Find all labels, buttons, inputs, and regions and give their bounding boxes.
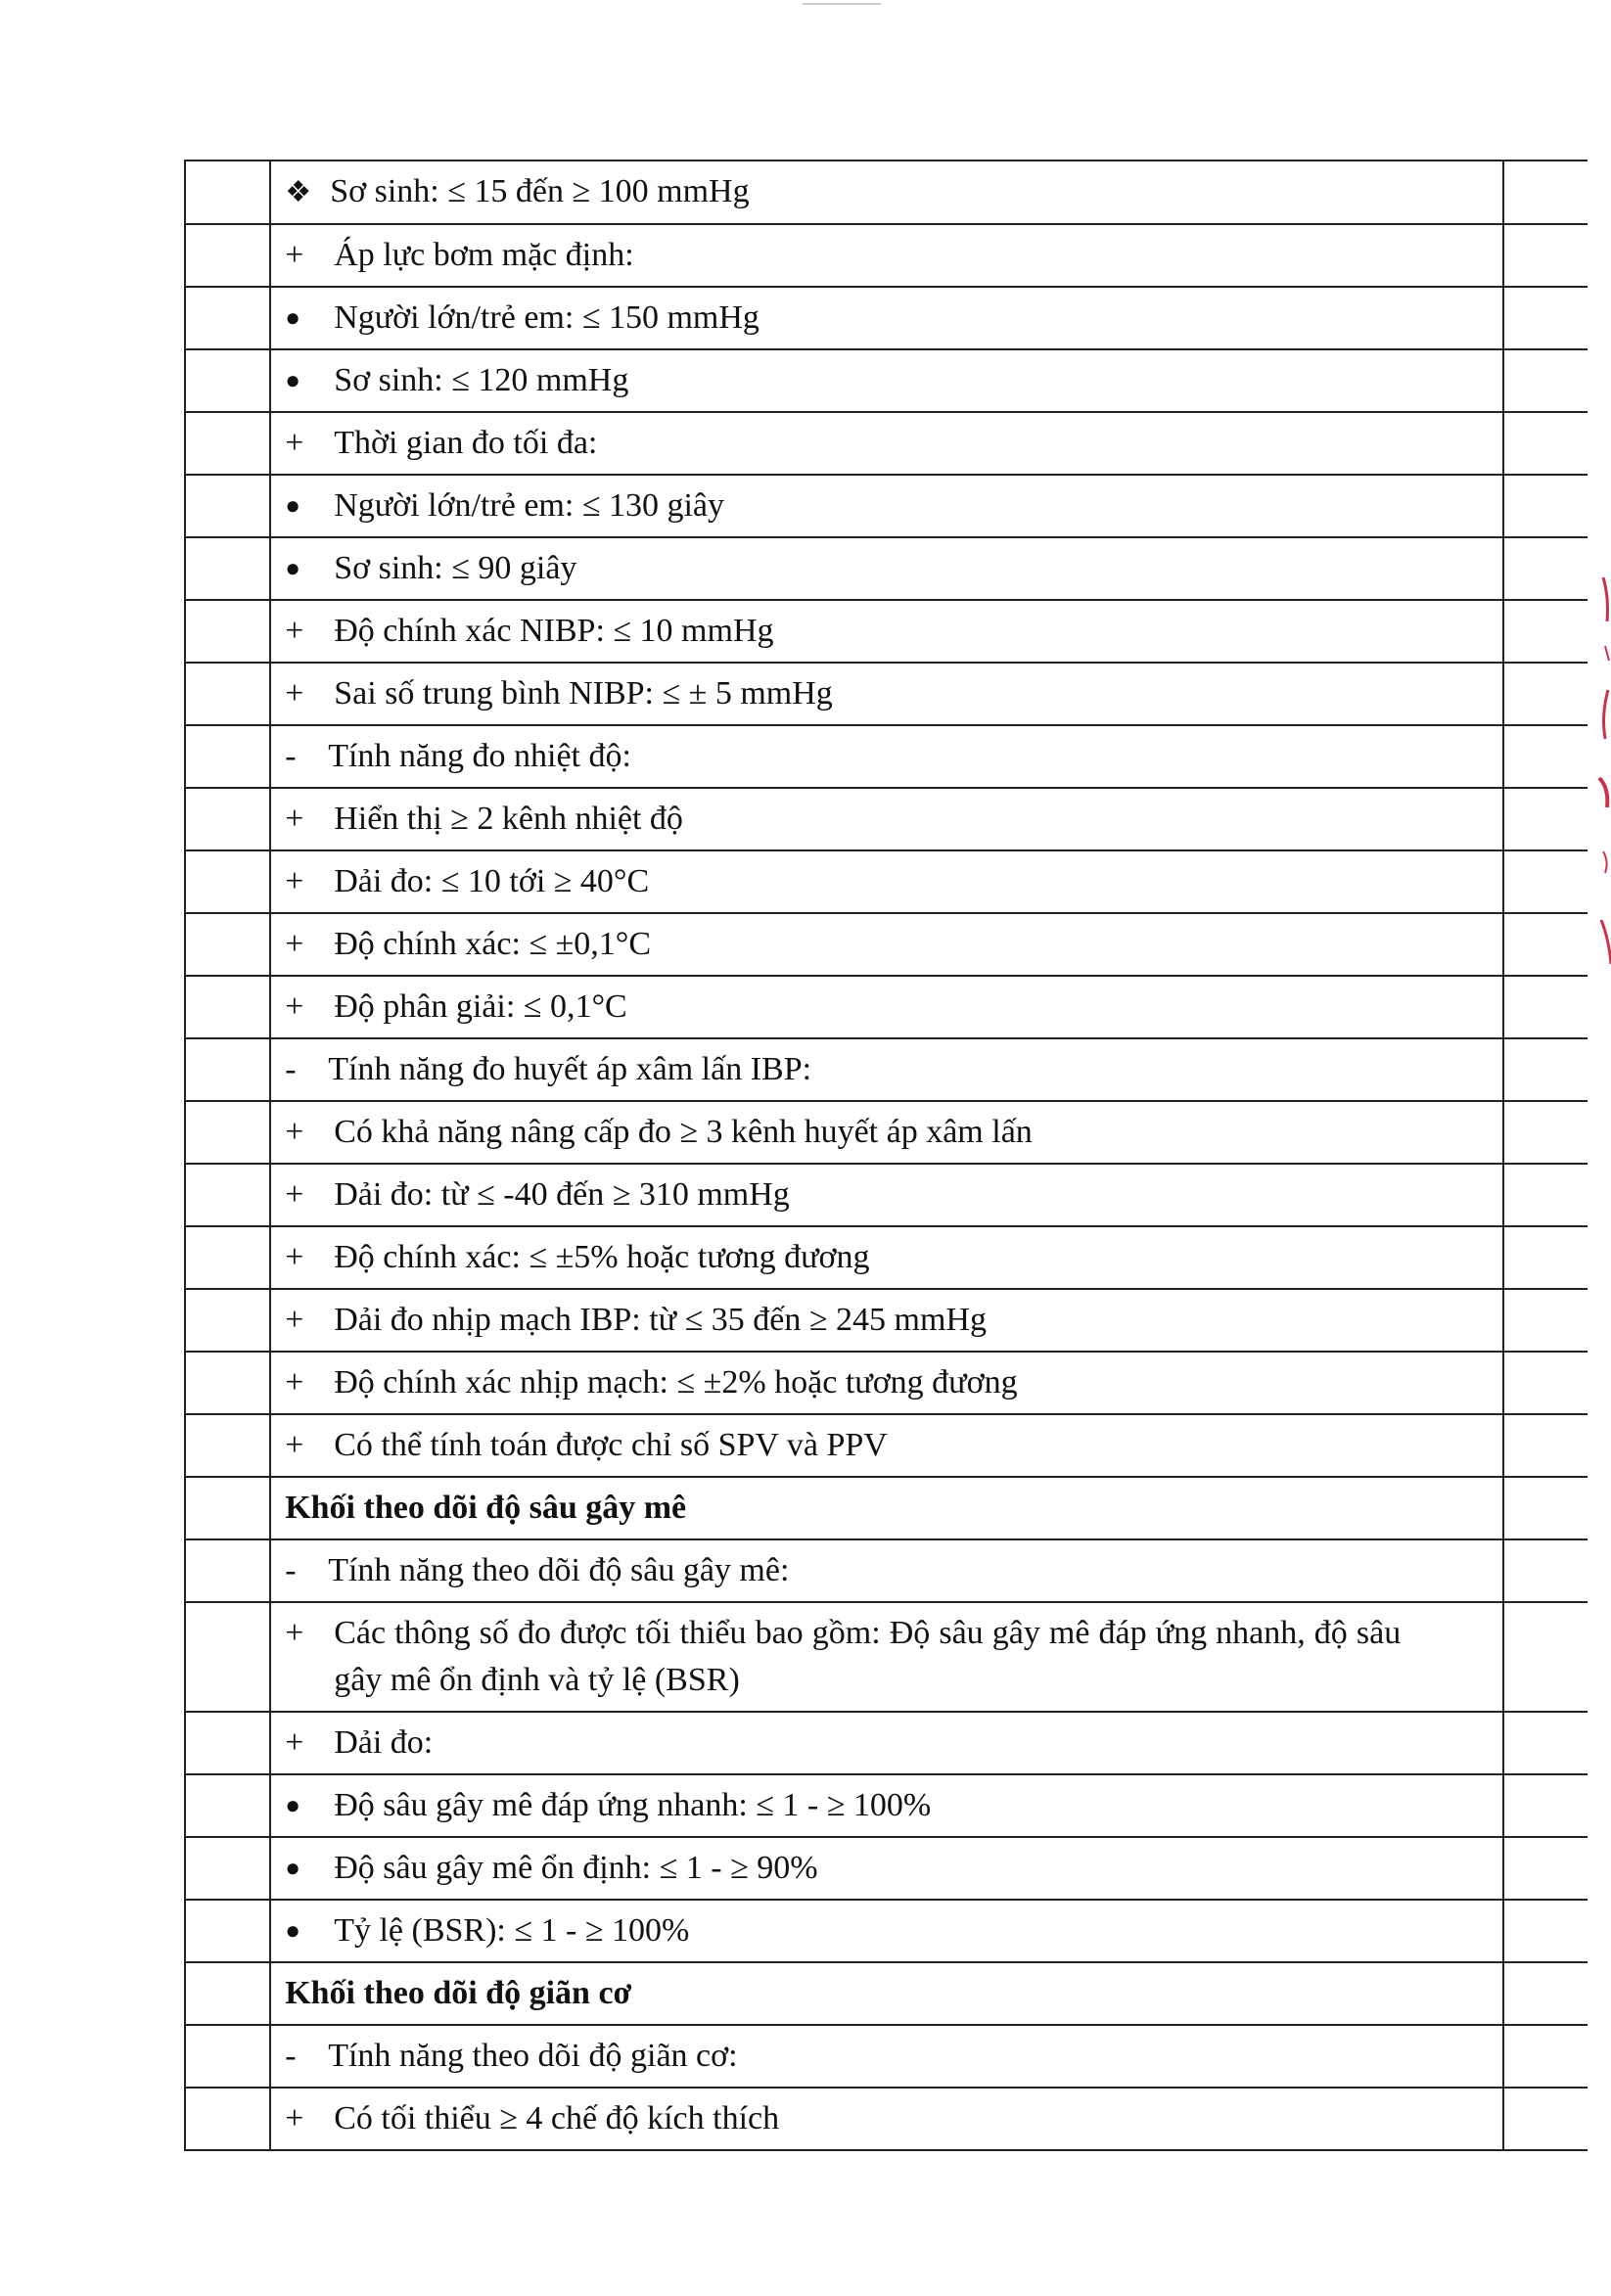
notes-cell xyxy=(1503,412,1588,475)
notes-cell xyxy=(1503,1289,1588,1352)
notes-cell xyxy=(1503,224,1588,287)
spec-text: Dải đo: từ ≤ -40 đến ≥ 310 mmHg xyxy=(334,1176,790,1213)
dash-marker: - xyxy=(285,738,297,774)
notes-cell xyxy=(1503,475,1588,537)
table-row xyxy=(185,1038,1588,1101)
spec-text: Dải đo: ≤ 10 tới ≥ 40°C xyxy=(334,863,650,899)
table-row xyxy=(185,1774,1588,1837)
table-row xyxy=(185,1837,1588,1900)
spec-text-cell xyxy=(270,788,1503,850)
row-number-cell xyxy=(185,1900,270,1962)
plus-marker: + xyxy=(285,801,304,837)
row-number-cell xyxy=(185,1414,270,1477)
spec-text-cell xyxy=(270,161,1503,224)
notes-cell xyxy=(1503,663,1588,725)
notes-cell xyxy=(1503,1712,1588,1774)
spec-text-cell xyxy=(270,1352,1503,1414)
spec-text: Có thể tính toán được chỉ số SPV và PPV xyxy=(334,1427,888,1463)
row-number-cell xyxy=(185,1352,270,1414)
spec-text-cell xyxy=(270,850,1503,913)
spec-text: Dải đo nhịp mạch IBP: từ ≤ 35 đến ≥ 245 mmHg xyxy=(334,1302,987,1338)
row-number-cell xyxy=(185,1038,270,1101)
plus-marker: + xyxy=(285,613,304,649)
notes-cell xyxy=(1503,2088,1588,2150)
notes-cell xyxy=(1503,600,1588,663)
table-row xyxy=(185,1226,1588,1289)
spec-text: Độ phân giải: ≤ 0,1°C xyxy=(334,988,627,1025)
spec-text: Khối theo dõi độ sâu gây mê xyxy=(285,1490,687,1526)
row-number-cell xyxy=(185,1226,270,1289)
spec-text-cell xyxy=(270,1962,1503,2025)
row-number-cell xyxy=(185,2088,270,2150)
notes-cell xyxy=(1503,2025,1588,2088)
spec-text-cell xyxy=(270,1038,1503,1101)
table-row xyxy=(185,725,1588,788)
notes-cell xyxy=(1503,788,1588,850)
plus-marker: + xyxy=(285,1114,304,1150)
spec-text-cell xyxy=(270,1101,1503,1164)
spec-text-cell xyxy=(270,1539,1503,1602)
notes-cell xyxy=(1503,1101,1588,1164)
spec-text-cell xyxy=(270,663,1503,725)
spec-text-cell xyxy=(270,976,1503,1038)
notes-cell xyxy=(1503,1837,1588,1900)
table-row xyxy=(185,161,1588,224)
spec-text: Sai số trung bình NIBP: ≤ ± 5 mmHg xyxy=(334,675,833,712)
spec-text-cell xyxy=(270,1837,1503,1900)
bullet-marker: ● xyxy=(285,1791,300,1819)
specification-table xyxy=(184,160,1588,2151)
spec-text: Áp lực bơm mặc định: xyxy=(334,237,634,273)
notes-cell xyxy=(1503,725,1588,788)
table-row xyxy=(185,349,1588,412)
spec-text-cell xyxy=(270,1164,1503,1226)
table-row xyxy=(185,850,1588,913)
spec-text-cell xyxy=(270,537,1503,600)
spec-text: Có tối thiểu ≥ 4 chế độ kích thích xyxy=(334,2100,780,2136)
row-number-cell xyxy=(185,600,270,663)
table-row xyxy=(185,600,1588,663)
row-number-cell xyxy=(185,1962,270,2025)
plus-marker: + xyxy=(285,1364,304,1401)
plus-marker: + xyxy=(285,675,304,712)
row-number-cell xyxy=(185,349,270,412)
plus-marker: + xyxy=(285,425,304,461)
spec-text: Tính năng theo dõi độ giãn cơ: xyxy=(328,2038,738,2074)
plus-marker: + xyxy=(285,1427,304,1463)
spec-text-cell xyxy=(270,287,1503,349)
row-number-cell xyxy=(185,913,270,976)
spec-text-cell xyxy=(270,1289,1503,1352)
table-row xyxy=(185,412,1588,475)
spec-text: Độ chính xác nhịp mạch: ≤ ±2% hoặc tương đương xyxy=(334,1364,1018,1401)
table-row xyxy=(185,663,1588,725)
row-number-cell xyxy=(185,475,270,537)
row-number-cell xyxy=(185,725,270,788)
plus-marker: + xyxy=(285,926,304,962)
spec-text: Có khả năng nâng cấp đo ≥ 3 kênh huyết áp xâm lấn xyxy=(334,1114,1033,1150)
row-number-cell xyxy=(185,1774,270,1837)
spec-text: Tính năng theo dõi độ sâu gây mê: xyxy=(328,1552,790,1588)
plus-marker: + xyxy=(285,1302,304,1338)
spec-text: Độ sâu gây mê ổn định: ≤ 1 - ≥ 90% xyxy=(334,1850,818,1886)
row-number-cell xyxy=(185,224,270,287)
table-row xyxy=(185,1289,1588,1352)
row-number-cell xyxy=(185,1101,270,1164)
notes-cell xyxy=(1503,913,1588,976)
notes-cell xyxy=(1503,850,1588,913)
table-row xyxy=(185,1712,1588,1774)
bullet-marker: ● xyxy=(285,491,300,520)
row-number-cell xyxy=(185,1164,270,1226)
spec-text: Thời gian đo tối đa: xyxy=(334,425,598,461)
row-number-cell xyxy=(185,2025,270,2088)
notes-cell xyxy=(1503,1414,1588,1477)
table-row xyxy=(185,1352,1588,1414)
notes-cell xyxy=(1503,1900,1588,1962)
notes-cell xyxy=(1503,1038,1588,1101)
spec-text-cell xyxy=(270,913,1503,976)
notes-cell xyxy=(1503,161,1588,224)
spec-text-cell xyxy=(270,1226,1503,1289)
row-number-cell xyxy=(185,412,270,475)
specification-table-body xyxy=(185,161,1588,2150)
row-number-cell xyxy=(185,537,270,600)
notes-cell xyxy=(1503,1226,1588,1289)
table-row xyxy=(185,1164,1588,1226)
bullet-marker: ● xyxy=(285,366,300,394)
notes-cell xyxy=(1503,1164,1588,1226)
spec-text: Độ chính xác: ≤ ±0,1°C xyxy=(334,926,652,962)
spec-text: Người lớn/trẻ em: ≤ 150 mmHg xyxy=(334,299,759,336)
table-row xyxy=(185,1101,1588,1164)
bullet-marker: ● xyxy=(285,1916,300,1945)
spec-text-cell xyxy=(270,600,1503,663)
table-row xyxy=(185,1414,1588,1477)
diamond-marker: ❖ xyxy=(285,176,312,208)
table-row xyxy=(185,2088,1588,2150)
plus-marker: + xyxy=(285,863,304,899)
spec-text-cell xyxy=(270,1414,1503,1477)
spec-text-cell xyxy=(270,1477,1503,1539)
spec-text-cell xyxy=(270,349,1503,412)
notes-cell xyxy=(1503,287,1588,349)
notes-cell xyxy=(1503,1962,1588,2025)
dash-marker: - xyxy=(285,1552,297,1588)
spec-text: Người lớn/trẻ em: ≤ 130 giây xyxy=(334,487,725,524)
spec-text-cell xyxy=(270,1900,1503,1962)
spec-text: Sơ sinh: ≤ 90 giây xyxy=(334,550,577,586)
spec-text-cell xyxy=(270,725,1503,788)
table-row xyxy=(185,2025,1588,2088)
table-row xyxy=(185,537,1588,600)
row-number-cell xyxy=(185,161,270,224)
table-row xyxy=(185,1900,1588,1962)
table-row xyxy=(185,287,1588,349)
notes-cell xyxy=(1503,1539,1588,1602)
spec-text: Độ chính xác: ≤ ±5% hoặc tương đương xyxy=(334,1239,870,1275)
table-row xyxy=(185,788,1588,850)
red-stamp-edge xyxy=(1589,568,1611,979)
row-number-cell xyxy=(185,1477,270,1539)
spec-text-cell xyxy=(270,224,1503,287)
notes-cell xyxy=(1503,1352,1588,1414)
notes-cell xyxy=(1503,1602,1588,1712)
plus-marker: + xyxy=(285,1724,304,1761)
bullet-marker: ● xyxy=(285,554,300,582)
row-number-cell xyxy=(185,1602,270,1712)
spec-text: Dải đo: xyxy=(334,1724,434,1761)
spec-text: Tỷ lệ (BSR): ≤ 1 - ≥ 100% xyxy=(334,1912,690,1949)
table-row xyxy=(185,913,1588,976)
spec-text-cell xyxy=(270,2025,1503,2088)
plus-marker: + xyxy=(285,237,304,273)
spec-text-cell xyxy=(270,1712,1503,1774)
bullet-marker: ● xyxy=(285,1854,300,1882)
spec-text-cell xyxy=(270,412,1503,475)
table-row xyxy=(185,1539,1588,1602)
row-number-cell xyxy=(185,1712,270,1774)
table-row xyxy=(185,1602,1588,1712)
table-row xyxy=(185,976,1588,1038)
row-number-cell xyxy=(185,663,270,725)
table-row xyxy=(185,1962,1588,2025)
spec-text: Khối theo dõi độ giãn cơ xyxy=(285,1975,632,2011)
plus-marker: + xyxy=(285,1239,304,1275)
dash-marker: - xyxy=(285,1051,297,1087)
plus-marker: + xyxy=(285,988,304,1025)
table-row xyxy=(185,475,1588,537)
notes-cell xyxy=(1503,1477,1588,1539)
dash-marker: - xyxy=(285,2038,297,2074)
row-number-cell xyxy=(185,287,270,349)
spec-text: Các thông số đo được tối thiểu bao gồm: Độ sâu gây mê đáp ứng nhanh, độ sâu gây mê ổn định và tỷ lệ (BSR) xyxy=(334,1615,1402,1698)
spec-text: Hiển thị ≥ 2 kênh nhiệt độ xyxy=(334,801,683,837)
row-number-cell xyxy=(185,788,270,850)
spec-text-cell xyxy=(270,1602,1503,1712)
bullet-marker: ● xyxy=(285,303,300,332)
notes-cell xyxy=(1503,537,1588,600)
plus-marker: + xyxy=(285,1176,304,1213)
spec-text: Sơ sinh: ≤ 120 mmHg xyxy=(334,362,629,398)
scan-edge-marks xyxy=(0,0,1611,10)
spec-text-cell xyxy=(270,2088,1503,2150)
notes-cell xyxy=(1503,1774,1588,1837)
spec-text-cell xyxy=(270,1774,1503,1837)
notes-cell xyxy=(1503,349,1588,412)
spec-text: Độ sâu gây mê đáp ứng nhanh: ≤ 1 - ≥ 100% xyxy=(334,1787,932,1823)
spec-text: Tính năng đo nhiệt độ: xyxy=(328,738,631,774)
row-number-cell xyxy=(185,1837,270,1900)
table-row xyxy=(185,224,1588,287)
spec-text: Sơ sinh: ≤ 15 đến ≥ 100 mmHg xyxy=(330,173,750,209)
row-number-cell xyxy=(185,850,270,913)
table-row xyxy=(185,1477,1588,1539)
plus-marker: + xyxy=(285,2100,304,2136)
row-number-cell xyxy=(185,976,270,1038)
row-number-cell xyxy=(185,1289,270,1352)
row-number-cell xyxy=(185,1539,270,1602)
spec-text: Tính năng đo huyết áp xâm lấn IBP: xyxy=(328,1051,812,1087)
notes-cell xyxy=(1503,976,1588,1038)
spec-text-cell xyxy=(270,475,1503,537)
plus-marker: + xyxy=(285,1615,304,1651)
spec-text: Độ chính xác NIBP: ≤ 10 mmHg xyxy=(334,613,774,649)
